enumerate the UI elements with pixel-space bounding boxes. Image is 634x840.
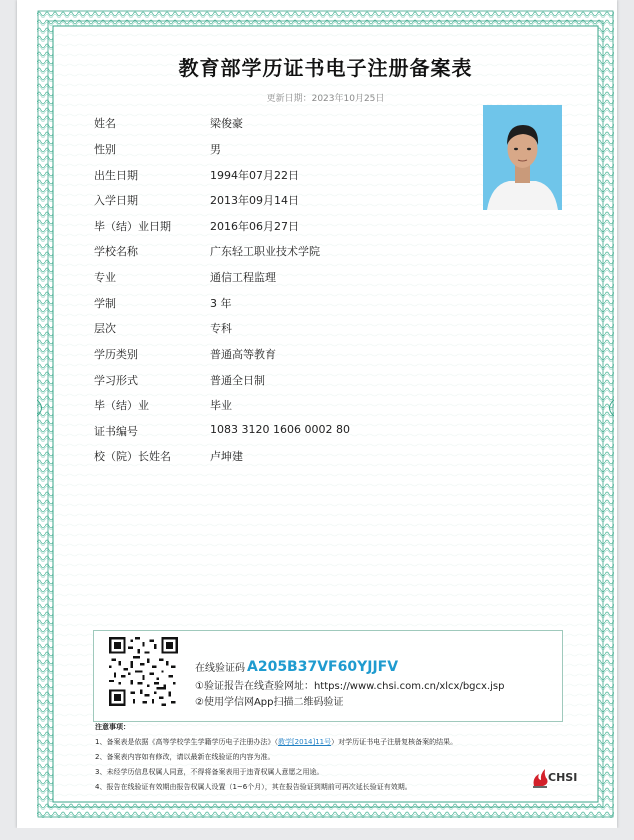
verification-app-line: ②使用学信网App扫描二维码验证 bbox=[195, 697, 344, 708]
field-label: 学校名称 bbox=[94, 245, 138, 258]
field-value: 毕业 bbox=[210, 399, 232, 412]
notes-section bbox=[95, 720, 578, 795]
note-item bbox=[95, 735, 575, 750]
field-label: 学制 bbox=[94, 297, 116, 310]
document-page bbox=[17, 0, 617, 828]
note-item: 2、备案表内容如有修改，请以最新在线验证的内容为准。 bbox=[95, 753, 275, 761]
field-value: 1994年07月22日 bbox=[210, 169, 299, 182]
field-value: 3 年 bbox=[210, 297, 232, 310]
field-value: 专科 bbox=[210, 322, 232, 335]
field-value: 广东轻工职业技术学院 bbox=[210, 245, 320, 258]
field-value: 2013年09月14日 bbox=[210, 194, 299, 207]
updated-date: 更新日期：2023年10月25日 bbox=[266, 94, 385, 104]
field-label: 姓名 bbox=[94, 117, 116, 130]
notes-heading: 注意事项： bbox=[95, 723, 130, 731]
document-title: 教育部学历证书电子注册备案表 bbox=[178, 56, 473, 80]
chsi-logo bbox=[531, 766, 581, 790]
field-value: 梁俊豪 bbox=[210, 117, 243, 130]
field-label: 校（院）长姓名 bbox=[94, 450, 171, 463]
note-item: 3、未经学历信息权属人同意，不得将备案表用于违背权属人意愿之用途。 bbox=[95, 768, 324, 776]
verification-url-line[interactable]: ①验证报告在线查验网址：https://www.chsi.com.cn/xlcx/bgcx.jsp bbox=[195, 681, 505, 692]
verification-code: A205B37VF60YJJFV bbox=[247, 659, 399, 675]
field-value: 1083 3120 1606 0002 80 bbox=[210, 423, 350, 436]
chsi-flame-icon bbox=[531, 766, 549, 788]
field-label: 入学日期 bbox=[94, 194, 138, 207]
verification-code-line bbox=[195, 659, 398, 675]
note-item: 4、报告在线验证有效期由报告权属人设置（1~6个月），其在报告验证到期前可再次延长验证有效期。 bbox=[95, 783, 412, 791]
field-value: 卢坤建 bbox=[210, 450, 243, 463]
field-label: 出生日期 bbox=[94, 169, 138, 182]
verification-code-prefix: 在线验证码 bbox=[195, 663, 245, 674]
field-label: 学历类别 bbox=[94, 348, 138, 361]
regulation-link[interactable]: 教学[2014]11号 bbox=[277, 738, 332, 746]
field-value: 普通全日制 bbox=[210, 374, 265, 387]
verification-box bbox=[93, 630, 563, 722]
field-label: 学习形式 bbox=[94, 374, 138, 387]
student-photo bbox=[483, 105, 562, 210]
note-text: ）对学历证书电子注册复核备案的结果。 bbox=[331, 738, 458, 746]
field-label: 性别 bbox=[94, 143, 116, 156]
field-value: 普通高等教育 bbox=[210, 348, 276, 361]
qr-code[interactable] bbox=[109, 637, 178, 706]
field-label: 层次 bbox=[94, 322, 116, 335]
field-label: 专业 bbox=[94, 271, 116, 284]
field-value: 男 bbox=[210, 143, 221, 156]
field-label: 证书编号 bbox=[94, 425, 138, 438]
field-value: 2016年06月27日 bbox=[210, 220, 299, 233]
viewer-background bbox=[0, 828, 634, 840]
chsi-logo-text: CHSI bbox=[548, 771, 578, 784]
field-label: 毕（结）业日期 bbox=[94, 220, 171, 233]
field-value: 通信工程监理 bbox=[210, 271, 276, 284]
note-text: 1、备案表是依据《高等学校学生学籍学历电子注册办法》（ bbox=[95, 738, 278, 746]
certificate bbox=[37, 10, 614, 818]
field-label: 毕（结）业 bbox=[94, 399, 149, 412]
